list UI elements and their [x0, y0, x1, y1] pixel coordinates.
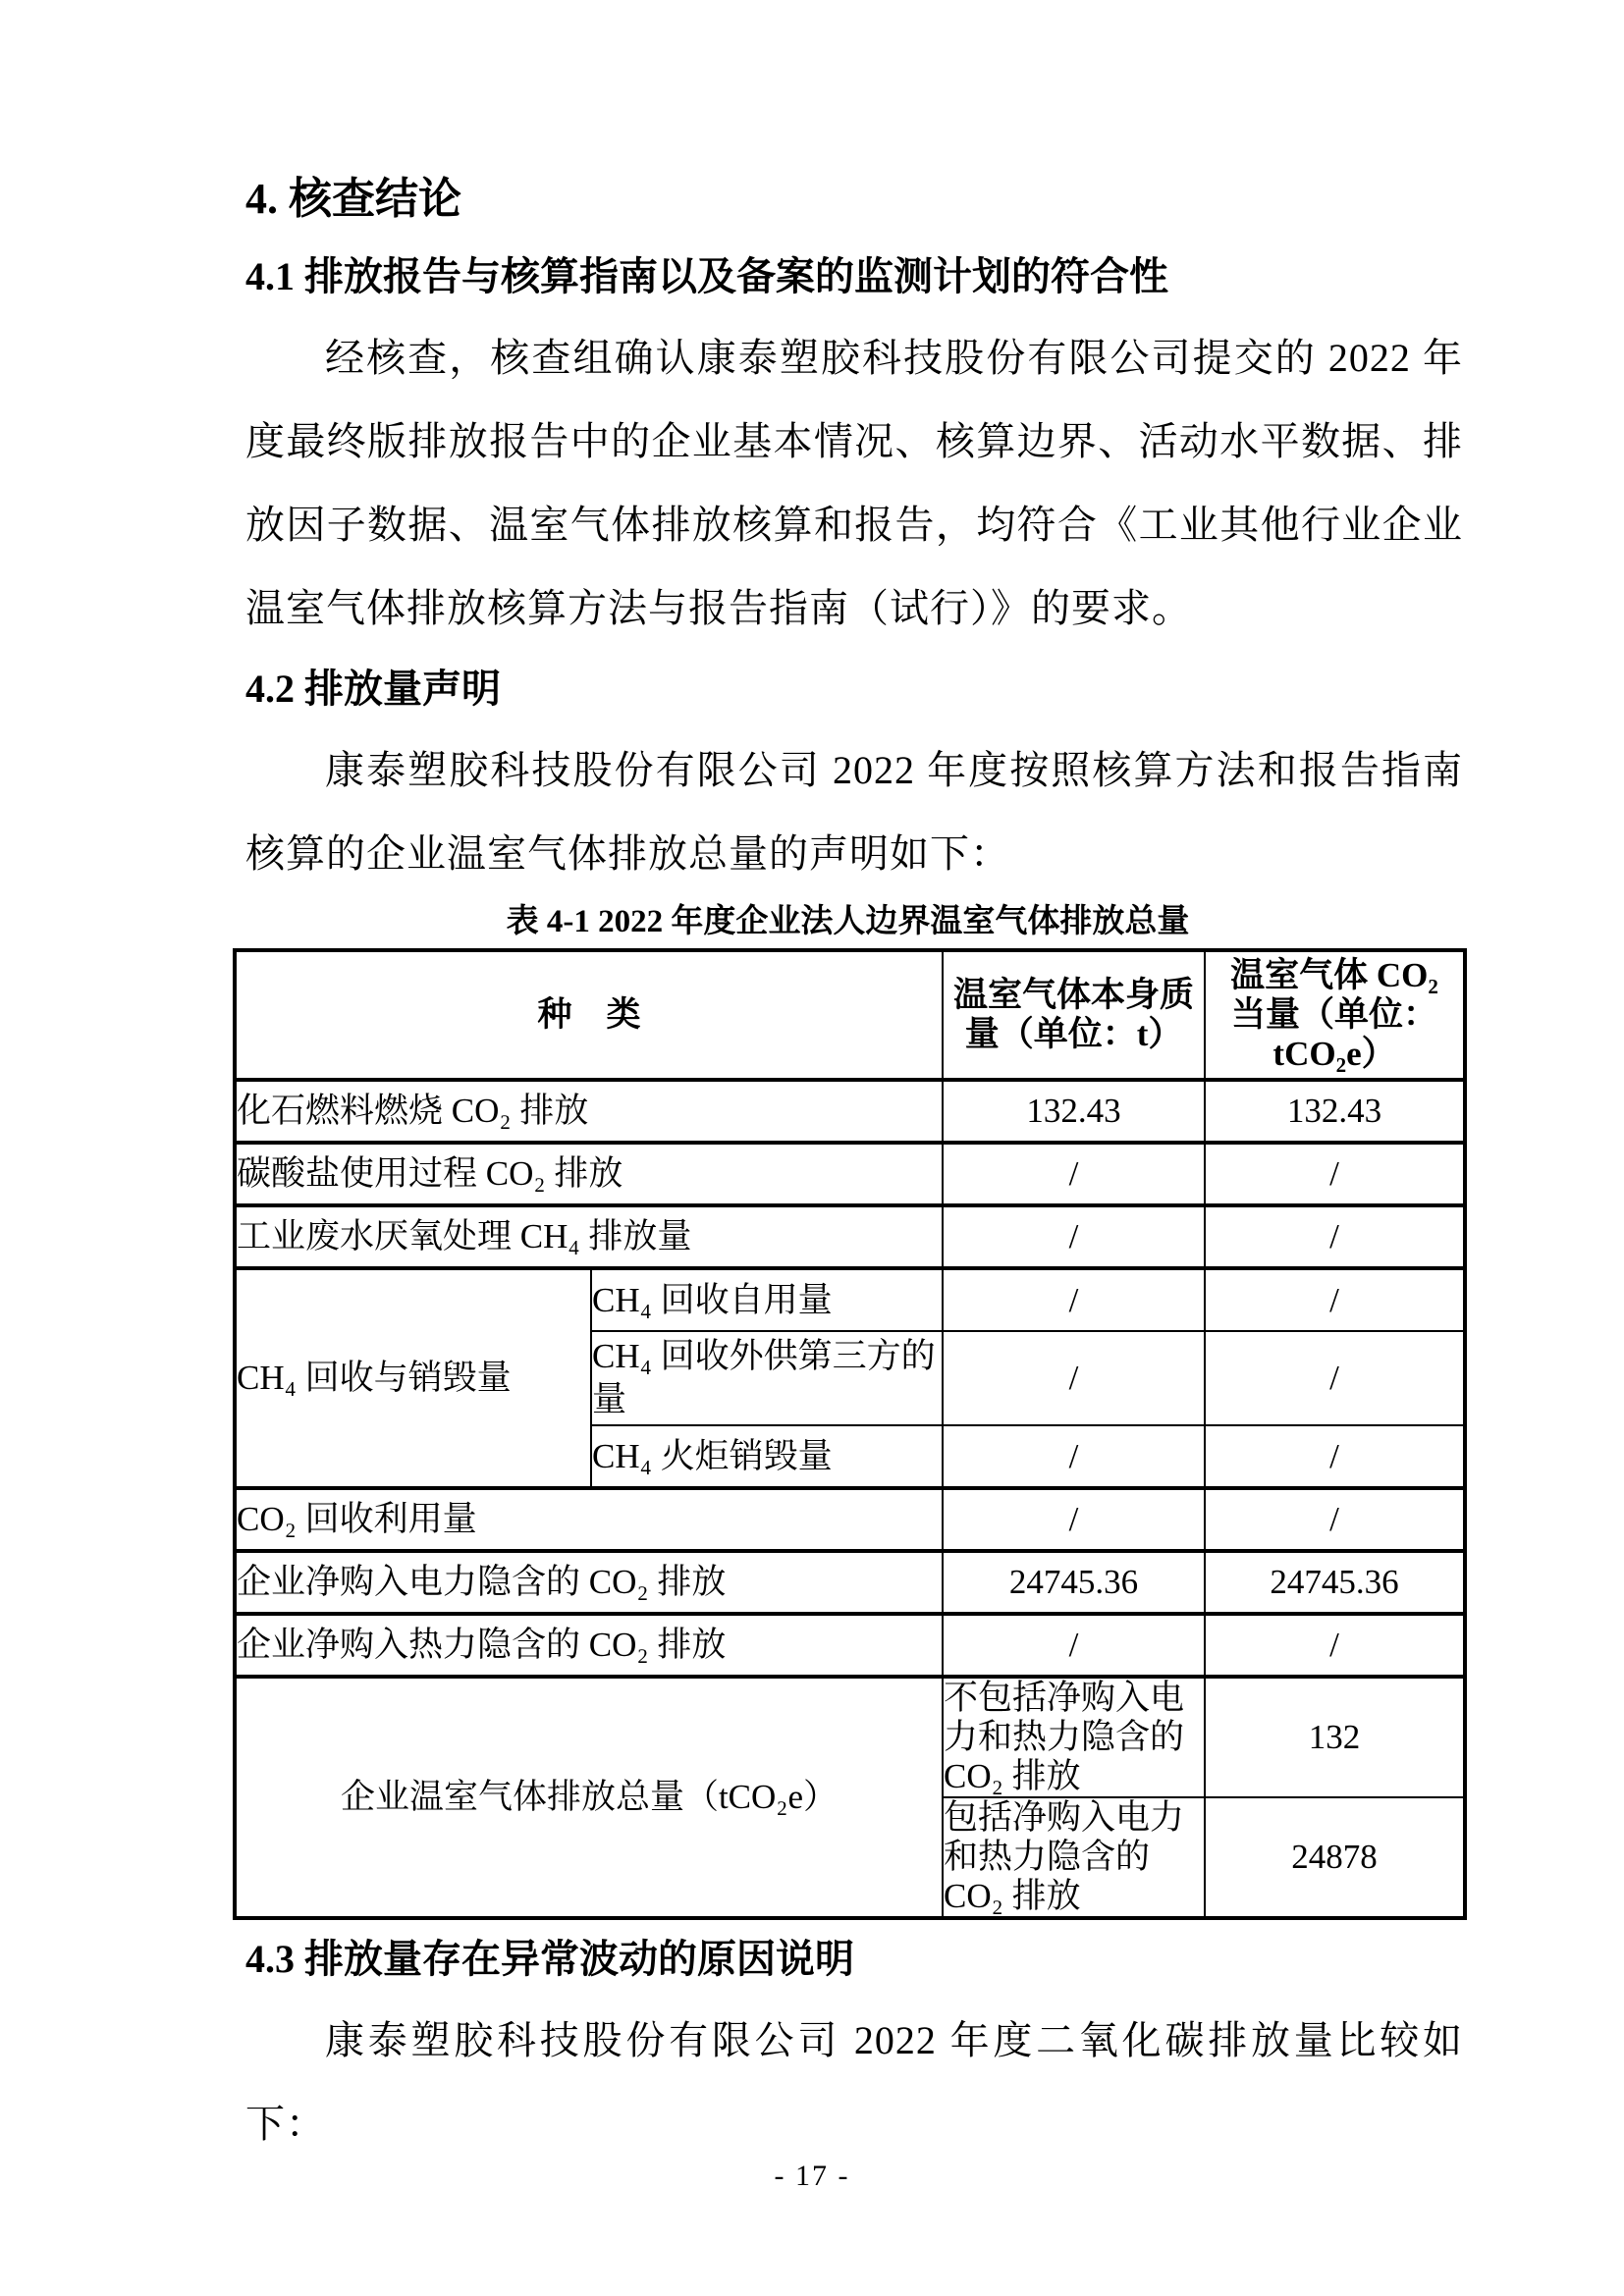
section-heading-4-3: 4.3 排放量存在异常波动的原因说明: [245, 1937, 854, 1981]
emissions-table-block: [233, 901, 1463, 1920]
section-heading-4-1: 4.1 排放报告与核算指南以及备案的监测计划的符合性: [245, 254, 1168, 298]
col-header-mass: 温室气体本身质量（单位：t）: [943, 950, 1205, 1080]
row-mass-value: /: [943, 1425, 1205, 1488]
row-label: CO₂ 回收利用量: [235, 1488, 943, 1551]
row-co2e-value: /: [1205, 1488, 1465, 1551]
row-co2e-value: /: [1205, 1143, 1465, 1205]
row-label: CH₄ 火炬销毁量: [591, 1425, 943, 1488]
row-mass-value: 24745.36: [943, 1551, 1205, 1614]
page-number: - 17 -: [774, 2160, 850, 2192]
paragraph-4-3: 康泰塑胶科技股份有限公司 2022 年度二氧化碳排放量比较如下：: [245, 2018, 1463, 2146]
row-total-value: 132: [1205, 1677, 1465, 1797]
row-label: 工业废水厌氧处理 CH₄ 排放量: [235, 1205, 943, 1268]
row-total-value: 24878: [1205, 1797, 1465, 1918]
row-group-label: CH₄ 回收与销毁量: [235, 1268, 591, 1488]
row-mass-value: /: [943, 1488, 1205, 1551]
row-label: 碳酸盐使用过程 CO₂ 排放: [235, 1143, 943, 1205]
section-heading-4: 4. 核查结论: [245, 175, 461, 223]
col-header-co2e: 温室气体 CO₂ 当量（单位：tCO₂e）: [1205, 950, 1465, 1080]
col-header-category: 种 类: [235, 950, 943, 1080]
row-label: 企业净购入电力隐含的 CO₂ 排放: [235, 1551, 943, 1614]
row-co2e-value: 24745.36: [1205, 1551, 1465, 1614]
table-row-total-excluding: [235, 1677, 1465, 1797]
row-mass-value: /: [943, 1331, 1205, 1425]
row-co2e-value: /: [1205, 1331, 1465, 1425]
table-row-ch4-self-use: [235, 1268, 1465, 1331]
row-co2e-value: /: [1205, 1614, 1465, 1677]
row-co2e-value: 132.43: [1205, 1080, 1465, 1143]
table-caption: 表 4-1 2022 年度企业法人边界温室气体排放总量: [506, 904, 1190, 939]
table-row-co2-recovery: [235, 1488, 1465, 1551]
table-row-carbonate: [235, 1143, 1465, 1205]
row-label: 包括净购入电力和热力隐含的 CO₂ 排放: [943, 1797, 1205, 1918]
row-label: 化石燃料燃烧 CO₂ 排放: [235, 1080, 943, 1143]
row-group-label: 企业温室气体排放总量（tCO₂e）: [235, 1677, 943, 1918]
row-label: 不包括净购入电力和热力隐含的 CO₂ 排放: [943, 1677, 1205, 1797]
row-co2e-value: /: [1205, 1205, 1465, 1268]
emissions-table: [233, 948, 1467, 1920]
page-content: [237, 0, 1463, 2165]
section-heading-4-2: 4.2 排放量声明: [245, 667, 501, 711]
paragraph-4-2: 康泰塑胶科技股份有限公司 2022 年度按照核算方法和报告指南核算的企业温室气体排放总量的声明如下：: [245, 748, 1463, 876]
table-header-row: [235, 950, 1465, 1080]
table-row-electricity: [235, 1551, 1465, 1614]
table-row-fossil-fuel: [235, 1080, 1465, 1143]
row-label: CH₄ 回收外供第三方的量: [591, 1331, 943, 1425]
row-mass-value: 132.43: [943, 1080, 1205, 1143]
row-co2e-value: /: [1205, 1268, 1465, 1331]
row-co2e-value: /: [1205, 1425, 1465, 1488]
row-mass-value: /: [943, 1205, 1205, 1268]
row-mass-value: /: [943, 1614, 1205, 1677]
row-label: CH₄ 回收自用量: [591, 1268, 943, 1331]
paragraph-4-1: 经核查，核查组确认康泰塑胶科技股份有限公司提交的 2022 年度最终版排放报告中的企业基本情况、核算边界、活动水平数据、排放因子数据、温室气体排放核算和报告，均符合《工业其他行业企业温室气体排放核算方法与报告指南（试行）》的要求。: [245, 336, 1463, 630]
table-row-heat: [235, 1614, 1465, 1677]
row-mass-value: /: [943, 1268, 1205, 1331]
row-label: 企业净购入热力隐含的 CO₂ 排放: [235, 1614, 943, 1677]
table-row-wastewater: [235, 1205, 1465, 1268]
row-mass-value: /: [943, 1143, 1205, 1205]
